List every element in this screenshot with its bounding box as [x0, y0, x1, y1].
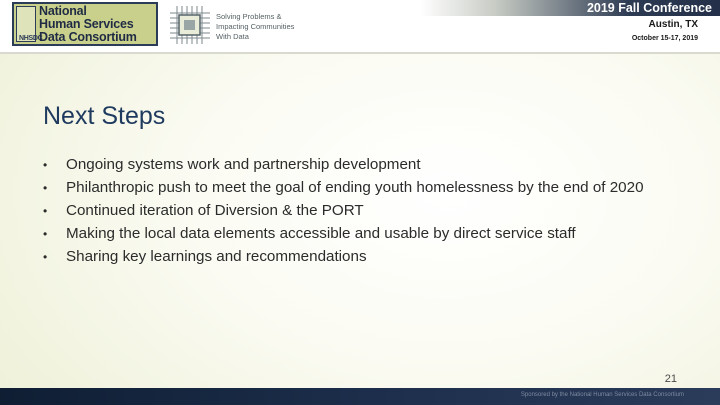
bullet-item: [43, 201, 644, 224]
bullet-marker: •: [43, 250, 48, 264]
header-divider: [0, 52, 720, 54]
conference-title: 2019 Fall Conference: [586, 1, 712, 15]
nhsdc-logo-text: [39, 5, 137, 44]
tagline-line-1: Solving Problems &: [216, 12, 282, 21]
nhsdc-badge: [16, 6, 43, 42]
logo-line-2: Human Services: [39, 17, 134, 31]
conference-city: Austin, TX: [648, 19, 698, 30]
logo-line-1: National: [39, 4, 87, 18]
slide-title: Next Steps: [43, 102, 166, 130]
bullet-marker: •: [43, 181, 48, 195]
header-band: [0, 0, 720, 52]
bullet-text: Continued iteration of Diversion & the PORT: [66, 202, 364, 219]
bullet-text: Making the local data elements accessible and usable by direct service staff: [66, 225, 576, 242]
nhsdc-badge-text: NHSDC: [19, 35, 43, 42]
bullet-list: [43, 155, 644, 270]
bullet-text: Ongoing systems work and partnership development: [66, 156, 421, 173]
tagline: [216, 12, 294, 42]
bullet-marker: •: [43, 158, 48, 172]
footer-sponsor-text: Sponsored by the National Human Services Data Consortium: [520, 392, 684, 398]
bullet-text: Philanthropic push to meet the goal of ending youth homelessness by the end of 2020: [66, 179, 644, 196]
tagline-line-2: Impacting Communities: [216, 22, 295, 31]
logo-line-3: Data Consortium: [39, 30, 137, 44]
bullet-item: [43, 247, 644, 270]
circuit-chip-icon: [168, 4, 212, 46]
bullet-text: Sharing key learnings and recommendations: [66, 248, 367, 265]
conference-dates: October 15-17, 2019: [631, 35, 698, 42]
bullet-item: [43, 155, 644, 178]
tagline-line-3: With Data: [216, 32, 249, 41]
page-number: 21: [664, 373, 677, 385]
bullet-item: [43, 178, 644, 201]
bullet-item: [43, 224, 644, 247]
nhsdc-logo: [12, 2, 158, 46]
footer-bar: [0, 388, 720, 405]
bullet-marker: •: [43, 204, 48, 218]
bullet-marker: •: [43, 227, 48, 241]
conference-banner: [420, 0, 720, 16]
